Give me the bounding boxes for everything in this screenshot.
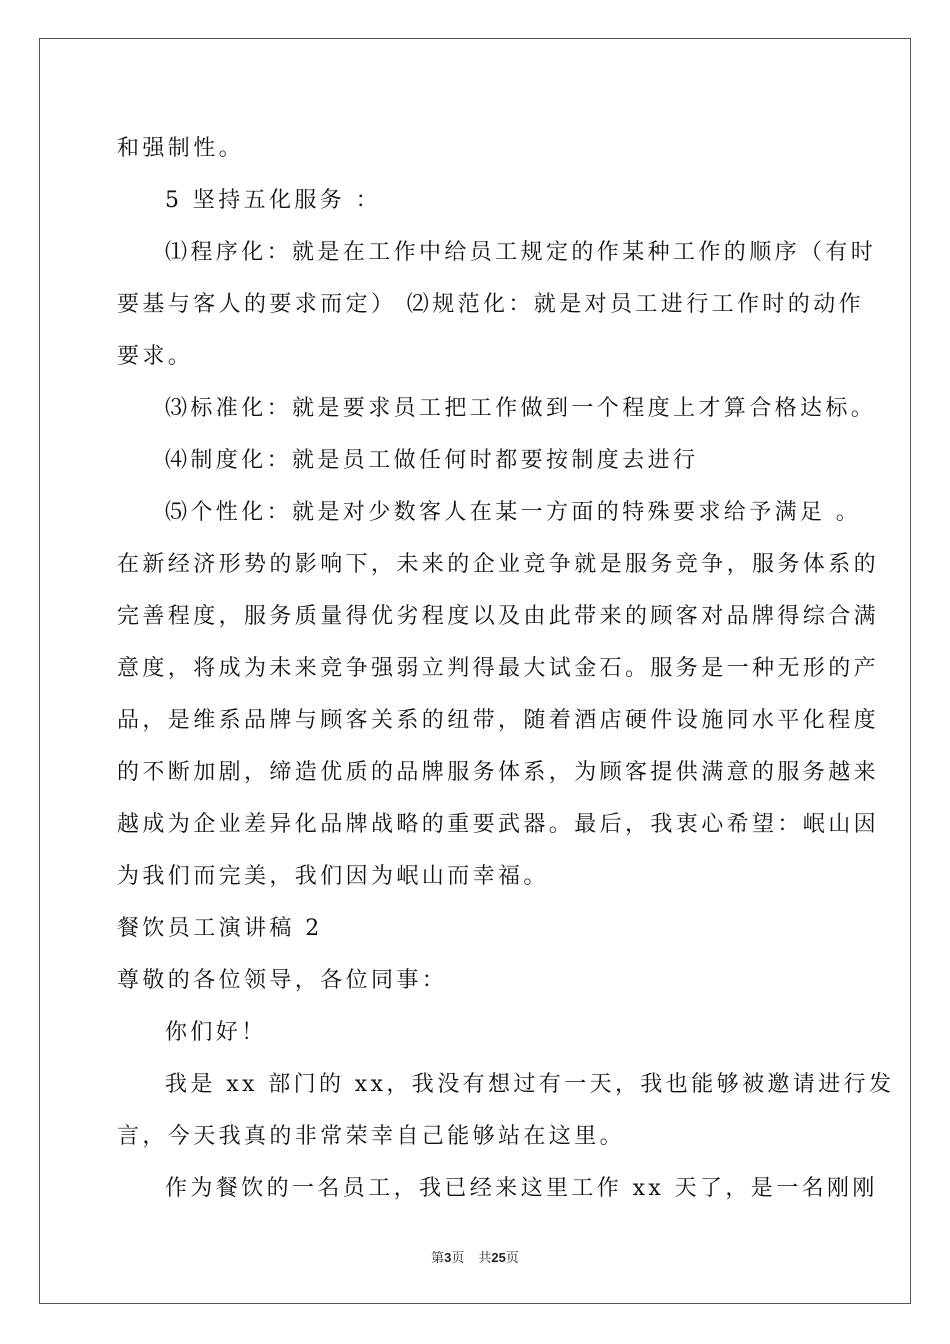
text-line: 作为餐饮的一名员工，我已经来这里工作 xx 天了，是一名刚刚 — [165, 1176, 878, 1201]
text-line: 为我们而完美，我们因为岷山而幸福。 — [117, 864, 549, 889]
text-line: 品，是维系品牌与顾客关系的纽带，随着酒店硬件设施同水平化程度 — [117, 708, 880, 733]
document-body — [117, 123, 895, 1215]
text-line: ⑸个性化：就是对少数客人在某一方面的特殊要求给予满足 。 — [165, 500, 862, 525]
text-line: 越成为企业差异化品牌战略的重要武器。最后，我衷心希望：岷山因 — [117, 812, 880, 837]
salutation: 尊敬的各位领导，各位同事： — [117, 968, 448, 993]
total-page-count: 25 — [491, 1250, 506, 1265]
page-footer — [0, 1247, 950, 1266]
total-label-suffix: 页 — [505, 1251, 519, 1266]
text-line: 要基与客人的要求而定） ⑵规范化：就是对员工进行工作时的动作 — [117, 292, 864, 317]
text-line: 我是 xx 部门的 xx，我没有想过有一天，我也能够被邀请进行发 — [165, 1072, 895, 1097]
text-line: 意度，将成为未来竞争强弱立判得最大试金石。服务是一种无形的产 — [117, 656, 880, 681]
text-line: 要求。 — [117, 344, 194, 369]
current-page-number: 3 — [444, 1250, 452, 1265]
text-line: ⑴程序化：就是在工作中给员工规定的作某种工作的顺序（有时 — [165, 240, 877, 265]
text-line: 的不断加剧，缔造优质的品牌服务体系，为顾客提供满意的服务越来 — [117, 760, 880, 785]
total-label-prefix: 共 — [478, 1251, 492, 1266]
text-line: ⑶标准化：就是要求员工把工作做到一个程度上才算合格达标。 — [165, 396, 877, 421]
text-line: 完善程度，服务质量得优劣程度以及由此带来的顾客对品牌得综合满 — [117, 604, 880, 629]
section-heading: 餐饮员工演讲稿 2 — [117, 916, 323, 941]
text-line: 5 坚持五化服务 ： — [165, 188, 381, 213]
page-label-prefix: 第 — [431, 1251, 445, 1266]
text-line: 和强制性。 — [117, 136, 245, 161]
text-line: 言，今天我真的非常荣幸自己能够站在这里。 — [117, 1124, 626, 1149]
text-line: 在新经济形势的影响下，未来的企业竞争就是服务竞争，服务体系的 — [117, 552, 880, 577]
greeting: 你们好！ — [165, 1020, 267, 1045]
page-label-suffix: 页 — [451, 1251, 465, 1266]
text-line: ⑷制度化：就是员工做任何时都要按制度去进行 — [165, 448, 699, 473]
